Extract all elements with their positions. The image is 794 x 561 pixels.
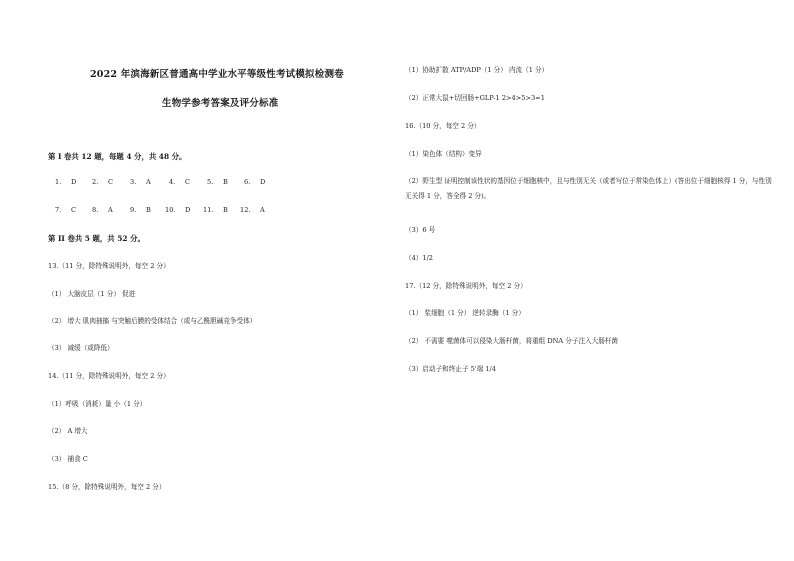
- q14-answer-1: （1）呼吸（消耗）量 小（1 分）: [48, 400, 147, 408]
- mc-number: 6.: [244, 178, 251, 186]
- mc-answer: A: [260, 206, 265, 214]
- q14-heading: 14.（11 分，除特殊说明外，每空 2 分）: [48, 372, 170, 380]
- mc-answer: C: [71, 206, 77, 214]
- document-title: 2022 年滨海新区普通高中学业水平等级性考试模拟检测卷: [90, 69, 344, 80]
- mc-answer: D: [185, 206, 191, 214]
- mc-answer: C: [108, 178, 114, 186]
- mc-number: 5.: [207, 178, 214, 186]
- q17-answer-1: （1） 浆细胞（1 分） 逆转录酶（1 分）: [405, 309, 525, 317]
- q15-answer-1: （1）协助扩散 ATP/ADP（1 分） 内流（1 分）: [405, 66, 549, 74]
- mc-number: 2.: [92, 178, 99, 186]
- mc-number: 4.: [169, 178, 176, 186]
- q17-answer-2: （2） 不需要 噬菌体可以侵染大肠杆菌，将重组 DNA 分子注入大肠杆菌: [405, 337, 619, 345]
- q13-answer-3: （3） 减缓（或降低）: [48, 344, 114, 352]
- q16-answer-2: （2）野生型 证明控制该性状的基因位于细胞核中，且与性别无关（或者写位于常染色体上）(答出位于细胞核得 1 分，与性别无关得 1 分，答全得 2 分)。: [405, 177, 772, 200]
- q15-heading: 15.（8 分，除特殊说明外，每空 2 分）: [48, 483, 166, 491]
- mc-answer: C: [185, 178, 191, 186]
- q16-answer-4: （4）1/2: [405, 254, 433, 262]
- mc-number: 1.: [55, 178, 62, 186]
- q15-answer-2: （2）正常大鼠+切回肠+GLP-1 2>4>5>3=1: [405, 94, 545, 102]
- mc-answer: A: [108, 206, 113, 214]
- mc-answer: A: [146, 178, 151, 186]
- mc-number: 8.: [92, 206, 99, 214]
- section1-heading: 第 I 卷共 12 题，每题 4 分，共 48 分。: [48, 152, 187, 161]
- q17-answer-3: （3）启动子和终止子 5'端 1/4: [405, 365, 496, 373]
- mc-number: 12.: [240, 206, 251, 214]
- q16-answer-3: （3）6 号: [405, 226, 436, 234]
- mc-answer: D: [71, 178, 77, 186]
- mc-number: 10.: [165, 206, 176, 214]
- mc-answer: B: [223, 178, 228, 186]
- mc-answer: B: [146, 206, 151, 214]
- q16-heading: 16.（10 分，每空 2 分）: [405, 122, 481, 130]
- q13-answer-2: （2） 增大 肌肉抽搐 与突触后膜的受体结合（或与乙酰胆碱竞争受体）: [48, 317, 257, 325]
- mc-answer: D: [260, 178, 266, 186]
- mc-answer: B: [223, 206, 228, 214]
- mc-number: 11.: [203, 206, 214, 214]
- document-subtitle: 生物学参考答案及评分标准: [162, 98, 279, 109]
- section2-heading: 第 II 卷共 5 题，共 52 分。: [48, 234, 145, 243]
- mc-number: 9.: [130, 206, 137, 214]
- q14-answer-2: （2） A 增大: [48, 427, 88, 435]
- q13-answer-1: （1） 大脑皮层（1 分） 促进: [48, 290, 136, 298]
- mc-number: 7.: [55, 206, 62, 214]
- q14-answer-3: （3） 捕食 C: [48, 455, 88, 463]
- mc-number: 3.: [130, 178, 137, 186]
- q16-answer-1: （1）染色体（结构）变异: [405, 150, 482, 158]
- q13-heading: 13.（11 分，除特殊说明外，每空 2 分）: [48, 262, 170, 270]
- q17-heading: 17.（12 分，除特殊说明外，每空 2 分）: [405, 282, 527, 290]
